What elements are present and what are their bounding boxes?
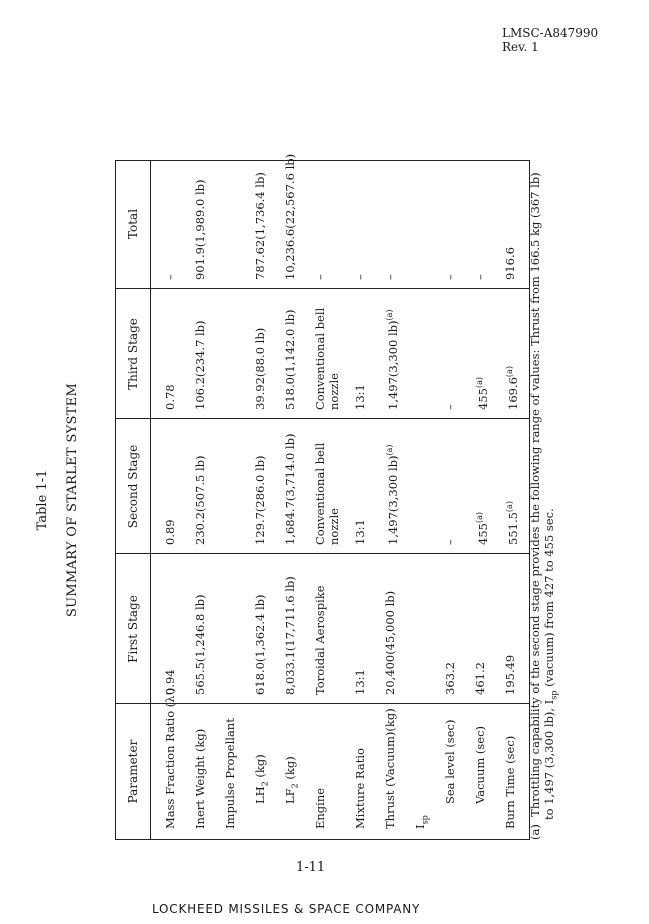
header-third-stage: Third Stage (126, 318, 140, 390)
cell-value: 0.78 (163, 384, 177, 410)
parameter-text: LH (253, 786, 267, 804)
cell-value: 1,497(3,300 lb) (385, 455, 400, 545)
cell-value: 0.94 (163, 669, 177, 695)
parameter-text: Engine (313, 787, 327, 829)
first-stage-cell (473, 662, 487, 695)
cell-value: 20,400(45,000 lb) (383, 590, 397, 695)
rotated-table-page (35, 120, 559, 880)
footnote-line2a: to 1,497 (3,300 lb), I (542, 699, 556, 820)
cell-value: 13:1 (353, 669, 367, 695)
cell-value: 901.9(1,989.0 lb) (193, 179, 207, 280)
cell-value: 565.5(1,246.8 lb) (193, 594, 207, 695)
second-stage-cell (163, 519, 177, 545)
footnote-line2-sub: sp (549, 690, 559, 700)
cell-value: 169.6 (505, 377, 520, 410)
parameter-subscript: 2 (290, 783, 300, 789)
cell-value: – (443, 539, 457, 545)
cell-value: 0.89 (163, 519, 177, 545)
footnote (528, 140, 561, 840)
parameter-text: Thrust (Vacuum)(kg) (383, 708, 397, 829)
summary-table (115, 153, 530, 840)
parameter-cell (253, 754, 272, 804)
total-stage-cell (503, 247, 517, 280)
cell-value: 10,236.6(22,567.6 lb) (283, 153, 297, 280)
parameter-cell (413, 815, 432, 829)
page-number: 1-11 (296, 860, 326, 875)
cell-value: – (473, 274, 487, 280)
column-divider (116, 553, 529, 554)
second-stage-cell (193, 455, 207, 545)
first-stage-cell (163, 669, 177, 695)
third-stage-cell (253, 328, 267, 410)
parameter-cell (473, 726, 487, 804)
cell-value: 230.2(507.5 lb) (193, 455, 207, 545)
cell-value: 455 (475, 523, 490, 545)
column-divider (116, 703, 529, 704)
second-stage-cell (503, 501, 520, 545)
second-stage-cell (383, 444, 400, 545)
parameter-cell (443, 720, 457, 804)
cell-value: 551.5 (505, 512, 520, 545)
third-stage-cell (353, 384, 367, 410)
footnote-reference: (a) (505, 501, 514, 513)
table-number: Table 1-1 (35, 469, 50, 531)
revision: Rev. 1 (502, 40, 539, 54)
first-stage-cell (383, 591, 397, 695)
third-stage-cell (163, 384, 177, 410)
header-parameter: Parameter (126, 739, 140, 804)
cell-value: 129.7(286.0 lb) (253, 455, 267, 545)
cell-value: 455 (475, 388, 490, 410)
parameter-text: Mass Fraction Ratio (λ') (163, 687, 177, 829)
cell-value: – (443, 274, 457, 280)
cell-value: – (353, 274, 367, 280)
total-stage-cell (473, 274, 487, 280)
parameter-cell (353, 748, 367, 829)
total-stage-cell (193, 180, 207, 281)
cell-value: 518.0(1,142.0 lb) (283, 309, 297, 410)
first-stage-cell (503, 655, 517, 695)
second-stage-cell (253, 455, 267, 545)
cell-value: 8,033.1(17,711.6 lb) (283, 576, 297, 695)
parameter-cell (193, 729, 207, 829)
third-stage-cell (313, 285, 341, 410)
document-id-block (502, 26, 598, 54)
second-stage-cell (353, 519, 367, 545)
parameter-cell (383, 708, 397, 829)
parameter-subscript: sp (420, 815, 430, 825)
cell-value: 106.2(234.7 lb) (193, 320, 207, 410)
total-stage-cell (383, 274, 397, 280)
table-title: SUMMARY OF STARLET SYSTEM (65, 382, 80, 618)
footnote-reference: (a) (475, 512, 484, 524)
cell-value: 39.92(88.0 lb) (253, 327, 267, 410)
footnote-reference: (a) (385, 309, 394, 321)
third-stage-cell (503, 366, 520, 410)
parameter-cell (313, 788, 327, 829)
second-stage-cell (283, 434, 297, 545)
third-stage-cell (383, 309, 400, 410)
footnote-marker: (a) (528, 824, 542, 840)
footnote-line1: Throttling capability of the second stage provides the following range of values: Thrust from 166.5 kg (367 lb) (528, 172, 542, 817)
total-stage-cell (253, 172, 267, 280)
parameter-text: Vacuum (sec) (473, 725, 487, 804)
first-stage-cell (313, 585, 327, 695)
total-stage-cell (353, 274, 367, 280)
footnote-reference: (a) (475, 377, 484, 389)
column-divider (116, 418, 529, 419)
parameter-text: Impulse Propellant (223, 718, 237, 829)
cell-value: 13:1 (353, 519, 367, 545)
third-stage-cell (473, 377, 490, 410)
cell-value: 363.2 (443, 662, 457, 695)
parameter-text: Mixture Ratio (353, 748, 367, 829)
parameter-text: Burn Time (sec) (503, 735, 517, 829)
second-stage-cell (443, 539, 457, 545)
cell-value: 916.6 (503, 247, 517, 280)
cell-value: Toroidal Aerospike (313, 585, 327, 695)
cell-value: 13:1 (353, 384, 367, 410)
header-second-stage: Second Stage (126, 444, 140, 529)
first-stage-cell (253, 595, 267, 696)
parameter-cell (283, 756, 302, 804)
footnote-reference: (a) (385, 444, 394, 456)
cell-value: – (443, 404, 457, 410)
cell-value: 1,684.7(3,714.0 lb) (283, 433, 297, 545)
cell-value: – (313, 274, 327, 280)
document-id: LMSC-A847990 (502, 26, 599, 40)
header-total: Total (126, 208, 140, 240)
cell-value: 787.62(1,736.4 lb) (253, 172, 267, 280)
parameter-unit: (kg) (283, 756, 297, 784)
parameter-text: LF (283, 788, 297, 804)
cell-value: 195.49 (503, 654, 517, 695)
cell-value: Conventional bell nozzle (313, 442, 341, 545)
first-stage-cell (283, 576, 297, 695)
first-stage-cell (193, 595, 207, 696)
cell-value: – (383, 274, 397, 280)
first-stage-cell (353, 669, 367, 695)
header-first-stage: First Stage (126, 595, 140, 663)
cell-value: 1,497(3,300 lb) (385, 320, 400, 410)
first-stage-cell (443, 662, 457, 695)
cell-value: Conventional bell nozzle (313, 307, 341, 410)
parameter-text: Inert Weight (kg) (193, 728, 207, 829)
second-stage-cell (473, 512, 490, 545)
total-stage-cell (313, 274, 327, 280)
company-footer: LOCKHEED MISSILES & SPACE COMPANY (152, 902, 421, 916)
third-stage-cell (193, 320, 207, 410)
parameter-text: Sea level (sec) (443, 719, 457, 804)
footnote-reference: (a) (505, 366, 514, 378)
total-stage-cell (163, 274, 177, 280)
footnote-line2b: (vacuum) from 427 to 455 sec. (542, 508, 556, 691)
third-stage-cell (283, 310, 297, 411)
parameter-subscript: 2 (260, 781, 270, 787)
cell-value: 618.0(1,362.4 lb) (253, 594, 267, 695)
second-stage-cell (313, 420, 341, 545)
parameter-unit: (kg) (253, 754, 267, 782)
total-stage-cell (283, 154, 297, 280)
parameter-cell (163, 688, 177, 829)
parameter-text: I (413, 824, 427, 829)
cell-value: 461.2 (473, 662, 487, 695)
cell-value: – (163, 274, 177, 280)
total-stage-cell (443, 274, 457, 280)
parameter-cell (503, 736, 517, 829)
parameter-cell (223, 718, 237, 829)
third-stage-cell (443, 404, 457, 410)
